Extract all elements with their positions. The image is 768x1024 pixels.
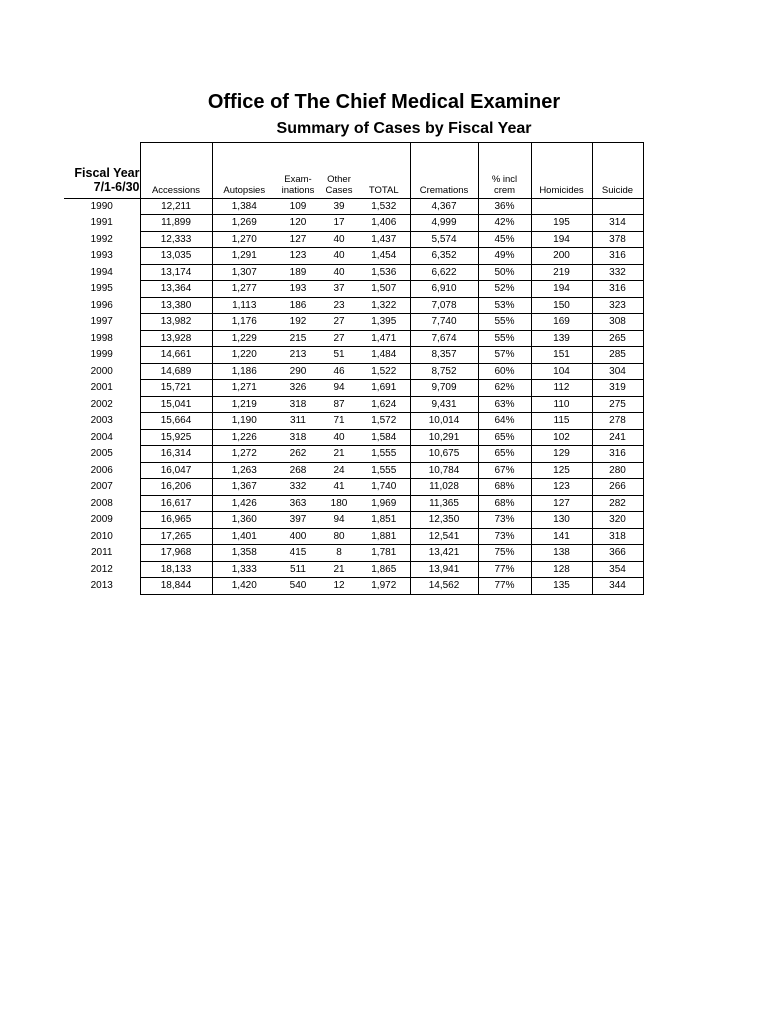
cell-accessions: 14,661 bbox=[140, 347, 212, 364]
cell-pct-crem: 60% bbox=[478, 363, 531, 380]
cell-year: 1994 bbox=[64, 264, 140, 281]
cell-other-cases: 24 bbox=[320, 462, 358, 479]
header-examinations: Exam- inations bbox=[276, 143, 320, 199]
cell-cremations: 12,350 bbox=[410, 512, 478, 529]
cell-pct-crem: 36% bbox=[478, 198, 531, 215]
header-autopsies: Autopsies bbox=[212, 143, 276, 199]
cell-suicide: 282 bbox=[592, 495, 643, 512]
table-row bbox=[64, 330, 643, 347]
cell-autopsies: 1,277 bbox=[212, 281, 276, 298]
cell-homicides: 112 bbox=[531, 380, 592, 397]
cell-suicide: 354 bbox=[592, 561, 643, 578]
cell-year: 2008 bbox=[64, 495, 140, 512]
page-subtitle: Summary of Cases by Fiscal Year bbox=[276, 120, 532, 137]
cell-pct-crem: 68% bbox=[478, 479, 531, 496]
cell-other-cases: 40 bbox=[320, 429, 358, 446]
table-body bbox=[64, 198, 643, 594]
cell-total: 1,536 bbox=[358, 264, 410, 281]
cell-suicide: 316 bbox=[592, 248, 643, 265]
table-row bbox=[64, 479, 643, 496]
cell-other-cases: 180 bbox=[320, 495, 358, 512]
cell-cremations: 13,941 bbox=[410, 561, 478, 578]
cell-homicides: 200 bbox=[531, 248, 592, 265]
cell-year: 2011 bbox=[64, 545, 140, 562]
header-suicide: Suicide bbox=[592, 143, 643, 199]
cell-accessions: 17,968 bbox=[140, 545, 212, 562]
cell-accessions: 15,925 bbox=[140, 429, 212, 446]
cell-autopsies: 1,270 bbox=[212, 231, 276, 248]
cell-cremations: 6,910 bbox=[410, 281, 478, 298]
cell-autopsies: 1,291 bbox=[212, 248, 276, 265]
cell-homicides: 128 bbox=[531, 561, 592, 578]
cell-other-cases: 94 bbox=[320, 380, 358, 397]
cell-total: 1,484 bbox=[358, 347, 410, 364]
cell-autopsies: 1,226 bbox=[212, 429, 276, 446]
cell-homicides: 102 bbox=[531, 429, 592, 446]
cell-suicide: 308 bbox=[592, 314, 643, 331]
cell-other-cases: 80 bbox=[320, 528, 358, 545]
cell-year: 2009 bbox=[64, 512, 140, 529]
cell-total: 1,507 bbox=[358, 281, 410, 298]
cell-total: 1,522 bbox=[358, 363, 410, 380]
cell-total: 1,740 bbox=[358, 479, 410, 496]
cell-cremations: 10,014 bbox=[410, 413, 478, 430]
cell-cremations: 6,352 bbox=[410, 248, 478, 265]
cell-suicide: 316 bbox=[592, 446, 643, 463]
cell-total: 1,881 bbox=[358, 528, 410, 545]
cell-autopsies: 1,229 bbox=[212, 330, 276, 347]
cell-autopsies: 1,333 bbox=[212, 561, 276, 578]
cell-cremations: 8,752 bbox=[410, 363, 478, 380]
cell-year: 2012 bbox=[64, 561, 140, 578]
cell-accessions: 14,689 bbox=[140, 363, 212, 380]
cell-other-cases: 40 bbox=[320, 231, 358, 248]
cell-other-cases: 37 bbox=[320, 281, 358, 298]
cell-year: 1993 bbox=[64, 248, 140, 265]
cell-pct-crem: 65% bbox=[478, 429, 531, 446]
cell-total: 1,972 bbox=[358, 578, 410, 595]
cell-year: 1995 bbox=[64, 281, 140, 298]
cell-suicide: 280 bbox=[592, 462, 643, 479]
cell-cremations: 11,365 bbox=[410, 495, 478, 512]
cell-other-cases: 39 bbox=[320, 198, 358, 215]
cell-total: 1,555 bbox=[358, 462, 410, 479]
cell-examinations: 363 bbox=[276, 495, 320, 512]
cell-total: 1,865 bbox=[358, 561, 410, 578]
cell-suicide: 323 bbox=[592, 297, 643, 314]
cell-autopsies: 1,384 bbox=[212, 198, 276, 215]
cell-accessions: 16,965 bbox=[140, 512, 212, 529]
cell-suicide: 378 bbox=[592, 231, 643, 248]
cell-examinations: 109 bbox=[276, 198, 320, 215]
cell-homicides: 130 bbox=[531, 512, 592, 529]
cell-examinations: 192 bbox=[276, 314, 320, 331]
cell-other-cases: 23 bbox=[320, 297, 358, 314]
cell-autopsies: 1,307 bbox=[212, 264, 276, 281]
cell-homicides: 139 bbox=[531, 330, 592, 347]
cell-pct-crem: 53% bbox=[478, 297, 531, 314]
cell-autopsies: 1,263 bbox=[212, 462, 276, 479]
cell-autopsies: 1,420 bbox=[212, 578, 276, 595]
cell-homicides: 195 bbox=[531, 215, 592, 232]
header-pct-crem: % incl crem bbox=[478, 143, 531, 199]
cell-pct-crem: 49% bbox=[478, 248, 531, 265]
cell-pct-crem: 65% bbox=[478, 446, 531, 463]
cell-homicides: 194 bbox=[531, 281, 592, 298]
table-row bbox=[64, 578, 643, 595]
cell-homicides: 219 bbox=[531, 264, 592, 281]
cell-total: 1,572 bbox=[358, 413, 410, 430]
cell-total: 1,555 bbox=[358, 446, 410, 463]
header-homicides: Homicides bbox=[531, 143, 592, 199]
cell-examinations: 120 bbox=[276, 215, 320, 232]
cell-cremations: 10,675 bbox=[410, 446, 478, 463]
cell-homicides: 138 bbox=[531, 545, 592, 562]
cell-total: 1,781 bbox=[358, 545, 410, 562]
header-total: TOTAL bbox=[358, 143, 410, 199]
table-header bbox=[64, 143, 643, 199]
cell-other-cases: 71 bbox=[320, 413, 358, 430]
cell-other-cases: 21 bbox=[320, 446, 358, 463]
table-row bbox=[64, 446, 643, 463]
cell-homicides: 169 bbox=[531, 314, 592, 331]
cell-accessions: 13,928 bbox=[140, 330, 212, 347]
cell-cremations: 9,709 bbox=[410, 380, 478, 397]
cell-other-cases: 40 bbox=[320, 248, 358, 265]
cell-pct-crem: 67% bbox=[478, 462, 531, 479]
cell-examinations: 318 bbox=[276, 396, 320, 413]
cell-cremations: 10,784 bbox=[410, 462, 478, 479]
cell-total: 1,624 bbox=[358, 396, 410, 413]
cell-year: 1996 bbox=[64, 297, 140, 314]
cell-examinations: 400 bbox=[276, 528, 320, 545]
header-fiscal-year: Fiscal Year 7/1-6/30 bbox=[64, 143, 140, 199]
cell-other-cases: 87 bbox=[320, 396, 358, 413]
cell-examinations: 268 bbox=[276, 462, 320, 479]
cell-suicide: 344 bbox=[592, 578, 643, 595]
cell-homicides: 129 bbox=[531, 446, 592, 463]
cell-cremations: 4,999 bbox=[410, 215, 478, 232]
cell-accessions: 16,047 bbox=[140, 462, 212, 479]
summary-table bbox=[64, 142, 644, 595]
cell-pct-crem: 45% bbox=[478, 231, 531, 248]
table-row bbox=[64, 512, 643, 529]
cell-autopsies: 1,358 bbox=[212, 545, 276, 562]
table-row bbox=[64, 198, 643, 215]
cell-pct-crem: 57% bbox=[478, 347, 531, 364]
cell-accessions: 18,133 bbox=[140, 561, 212, 578]
cell-homicides: 135 bbox=[531, 578, 592, 595]
cell-examinations: 123 bbox=[276, 248, 320, 265]
cell-cremations: 8,357 bbox=[410, 347, 478, 364]
table-row bbox=[64, 215, 643, 232]
cell-accessions: 13,364 bbox=[140, 281, 212, 298]
cell-examinations: 189 bbox=[276, 264, 320, 281]
header-other-cases: Other Cases bbox=[320, 143, 358, 199]
cell-other-cases: 51 bbox=[320, 347, 358, 364]
cell-other-cases: 94 bbox=[320, 512, 358, 529]
cell-year: 2005 bbox=[64, 446, 140, 463]
cell-suicide: 316 bbox=[592, 281, 643, 298]
cell-total: 1,584 bbox=[358, 429, 410, 446]
cell-homicides: 127 bbox=[531, 495, 592, 512]
cell-other-cases: 21 bbox=[320, 561, 358, 578]
cell-year: 1992 bbox=[64, 231, 140, 248]
cell-examinations: 415 bbox=[276, 545, 320, 562]
cell-autopsies: 1,272 bbox=[212, 446, 276, 463]
cell-cremations: 11,028 bbox=[410, 479, 478, 496]
cell-year: 2002 bbox=[64, 396, 140, 413]
cell-suicide: 266 bbox=[592, 479, 643, 496]
cell-pct-crem: 50% bbox=[478, 264, 531, 281]
cell-year: 2001 bbox=[64, 380, 140, 397]
cell-examinations: 186 bbox=[276, 297, 320, 314]
cell-examinations: 326 bbox=[276, 380, 320, 397]
cell-suicide: 265 bbox=[592, 330, 643, 347]
cell-other-cases: 46 bbox=[320, 363, 358, 380]
cell-pct-crem: 75% bbox=[478, 545, 531, 562]
cell-homicides: 110 bbox=[531, 396, 592, 413]
cell-total: 1,437 bbox=[358, 231, 410, 248]
table-row bbox=[64, 561, 643, 578]
cell-cremations: 7,674 bbox=[410, 330, 478, 347]
cell-suicide: 304 bbox=[592, 363, 643, 380]
cell-year: 1998 bbox=[64, 330, 140, 347]
cell-autopsies: 1,220 bbox=[212, 347, 276, 364]
table-row bbox=[64, 347, 643, 364]
cell-examinations: 540 bbox=[276, 578, 320, 595]
cell-total: 1,532 bbox=[358, 198, 410, 215]
cell-year: 2006 bbox=[64, 462, 140, 479]
cell-accessions: 16,617 bbox=[140, 495, 212, 512]
cell-accessions: 16,206 bbox=[140, 479, 212, 496]
cell-pct-crem: 42% bbox=[478, 215, 531, 232]
cell-examinations: 311 bbox=[276, 413, 320, 430]
cell-accessions: 13,035 bbox=[140, 248, 212, 265]
cell-suicide: 320 bbox=[592, 512, 643, 529]
cell-cremations: 5,574 bbox=[410, 231, 478, 248]
cell-autopsies: 1,426 bbox=[212, 495, 276, 512]
cell-homicides: 194 bbox=[531, 231, 592, 248]
cell-autopsies: 1,186 bbox=[212, 363, 276, 380]
cell-cremations: 6,622 bbox=[410, 264, 478, 281]
table-row bbox=[64, 314, 643, 331]
cell-year: 2003 bbox=[64, 413, 140, 430]
cell-other-cases: 41 bbox=[320, 479, 358, 496]
table-row bbox=[64, 495, 643, 512]
cell-examinations: 215 bbox=[276, 330, 320, 347]
cell-year: 1991 bbox=[64, 215, 140, 232]
cell-autopsies: 1,401 bbox=[212, 528, 276, 545]
cell-homicides: 115 bbox=[531, 413, 592, 430]
cell-suicide: 332 bbox=[592, 264, 643, 281]
cell-homicides bbox=[531, 198, 592, 215]
cell-total: 1,406 bbox=[358, 215, 410, 232]
cell-other-cases: 8 bbox=[320, 545, 358, 562]
cell-cremations: 7,078 bbox=[410, 297, 478, 314]
cell-homicides: 104 bbox=[531, 363, 592, 380]
cell-year: 1999 bbox=[64, 347, 140, 364]
cell-suicide: 278 bbox=[592, 413, 643, 430]
table-row bbox=[64, 363, 643, 380]
cell-pct-crem: 55% bbox=[478, 330, 531, 347]
cell-examinations: 213 bbox=[276, 347, 320, 364]
cell-cremations: 7,740 bbox=[410, 314, 478, 331]
cell-examinations: 127 bbox=[276, 231, 320, 248]
cell-year: 2007 bbox=[64, 479, 140, 496]
cell-homicides: 151 bbox=[531, 347, 592, 364]
cell-autopsies: 1,269 bbox=[212, 215, 276, 232]
cell-examinations: 290 bbox=[276, 363, 320, 380]
cell-homicides: 125 bbox=[531, 462, 592, 479]
cell-other-cases: 27 bbox=[320, 330, 358, 347]
table-row bbox=[64, 380, 643, 397]
cell-total: 1,969 bbox=[358, 495, 410, 512]
cell-year: 1997 bbox=[64, 314, 140, 331]
cell-autopsies: 1,271 bbox=[212, 380, 276, 397]
cell-other-cases: 27 bbox=[320, 314, 358, 331]
table-row bbox=[64, 528, 643, 545]
cell-pct-crem: 73% bbox=[478, 528, 531, 545]
cell-accessions: 15,664 bbox=[140, 413, 212, 430]
cell-other-cases: 40 bbox=[320, 264, 358, 281]
cell-accessions: 15,041 bbox=[140, 396, 212, 413]
cell-autopsies: 1,113 bbox=[212, 297, 276, 314]
cell-accessions: 17,265 bbox=[140, 528, 212, 545]
table-row bbox=[64, 297, 643, 314]
cell-homicides: 141 bbox=[531, 528, 592, 545]
cell-suicide: 319 bbox=[592, 380, 643, 397]
cell-pct-crem: 68% bbox=[478, 495, 531, 512]
cell-pct-crem: 77% bbox=[478, 561, 531, 578]
cell-year: 1990 bbox=[64, 198, 140, 215]
cell-pct-crem: 77% bbox=[478, 578, 531, 595]
cell-total: 1,322 bbox=[358, 297, 410, 314]
cell-total: 1,471 bbox=[358, 330, 410, 347]
table-row bbox=[64, 281, 643, 298]
cell-suicide: 314 bbox=[592, 215, 643, 232]
cell-year: 2000 bbox=[64, 363, 140, 380]
table-row bbox=[64, 545, 643, 562]
cell-year: 2013 bbox=[64, 578, 140, 595]
cell-cremations: 9,431 bbox=[410, 396, 478, 413]
table-row bbox=[64, 413, 643, 430]
cell-cremations: 12,541 bbox=[410, 528, 478, 545]
cell-total: 1,851 bbox=[358, 512, 410, 529]
table-row bbox=[64, 264, 643, 281]
cell-pct-crem: 62% bbox=[478, 380, 531, 397]
cell-accessions: 18,844 bbox=[140, 578, 212, 595]
cell-examinations: 397 bbox=[276, 512, 320, 529]
cell-examinations: 318 bbox=[276, 429, 320, 446]
cell-examinations: 262 bbox=[276, 446, 320, 463]
cell-suicide: 285 bbox=[592, 347, 643, 364]
page-title: Office of The Chief Medical Examiner bbox=[207, 91, 561, 113]
cell-examinations: 332 bbox=[276, 479, 320, 496]
table-row bbox=[64, 462, 643, 479]
cell-suicide: 366 bbox=[592, 545, 643, 562]
header-accessions: Accessions bbox=[140, 143, 212, 199]
cell-suicide: 275 bbox=[592, 396, 643, 413]
cell-suicide: 318 bbox=[592, 528, 643, 545]
header-cremations: Cremations bbox=[410, 143, 478, 199]
cell-total: 1,691 bbox=[358, 380, 410, 397]
cell-accessions: 15,721 bbox=[140, 380, 212, 397]
cell-accessions: 16,314 bbox=[140, 446, 212, 463]
cell-accessions: 13,174 bbox=[140, 264, 212, 281]
cell-examinations: 511 bbox=[276, 561, 320, 578]
table-row bbox=[64, 248, 643, 265]
cell-pct-crem: 55% bbox=[478, 314, 531, 331]
table-row bbox=[64, 396, 643, 413]
cell-suicide bbox=[592, 198, 643, 215]
cell-year: 2010 bbox=[64, 528, 140, 545]
cell-total: 1,395 bbox=[358, 314, 410, 331]
cell-autopsies: 1,367 bbox=[212, 479, 276, 496]
cell-examinations: 193 bbox=[276, 281, 320, 298]
cell-accessions: 12,211 bbox=[140, 198, 212, 215]
cell-accessions: 13,982 bbox=[140, 314, 212, 331]
cell-accessions: 13,380 bbox=[140, 297, 212, 314]
cell-suicide: 241 bbox=[592, 429, 643, 446]
table-row bbox=[64, 429, 643, 446]
cell-autopsies: 1,360 bbox=[212, 512, 276, 529]
cell-year: 2004 bbox=[64, 429, 140, 446]
cell-cremations: 14,562 bbox=[410, 578, 478, 595]
cell-homicides: 150 bbox=[531, 297, 592, 314]
cell-cremations: 10,291 bbox=[410, 429, 478, 446]
cell-autopsies: 1,219 bbox=[212, 396, 276, 413]
cell-cremations: 4,367 bbox=[410, 198, 478, 215]
cell-other-cases: 17 bbox=[320, 215, 358, 232]
cell-other-cases: 12 bbox=[320, 578, 358, 595]
table-row bbox=[64, 231, 643, 248]
cell-pct-crem: 73% bbox=[478, 512, 531, 529]
cell-pct-crem: 63% bbox=[478, 396, 531, 413]
cell-accessions: 11,899 bbox=[140, 215, 212, 232]
cell-autopsies: 1,176 bbox=[212, 314, 276, 331]
cell-autopsies: 1,190 bbox=[212, 413, 276, 430]
cell-cremations: 13,421 bbox=[410, 545, 478, 562]
cell-accessions: 12,333 bbox=[140, 231, 212, 248]
cell-homicides: 123 bbox=[531, 479, 592, 496]
cell-total: 1,454 bbox=[358, 248, 410, 265]
cell-pct-crem: 52% bbox=[478, 281, 531, 298]
cell-pct-crem: 64% bbox=[478, 413, 531, 430]
